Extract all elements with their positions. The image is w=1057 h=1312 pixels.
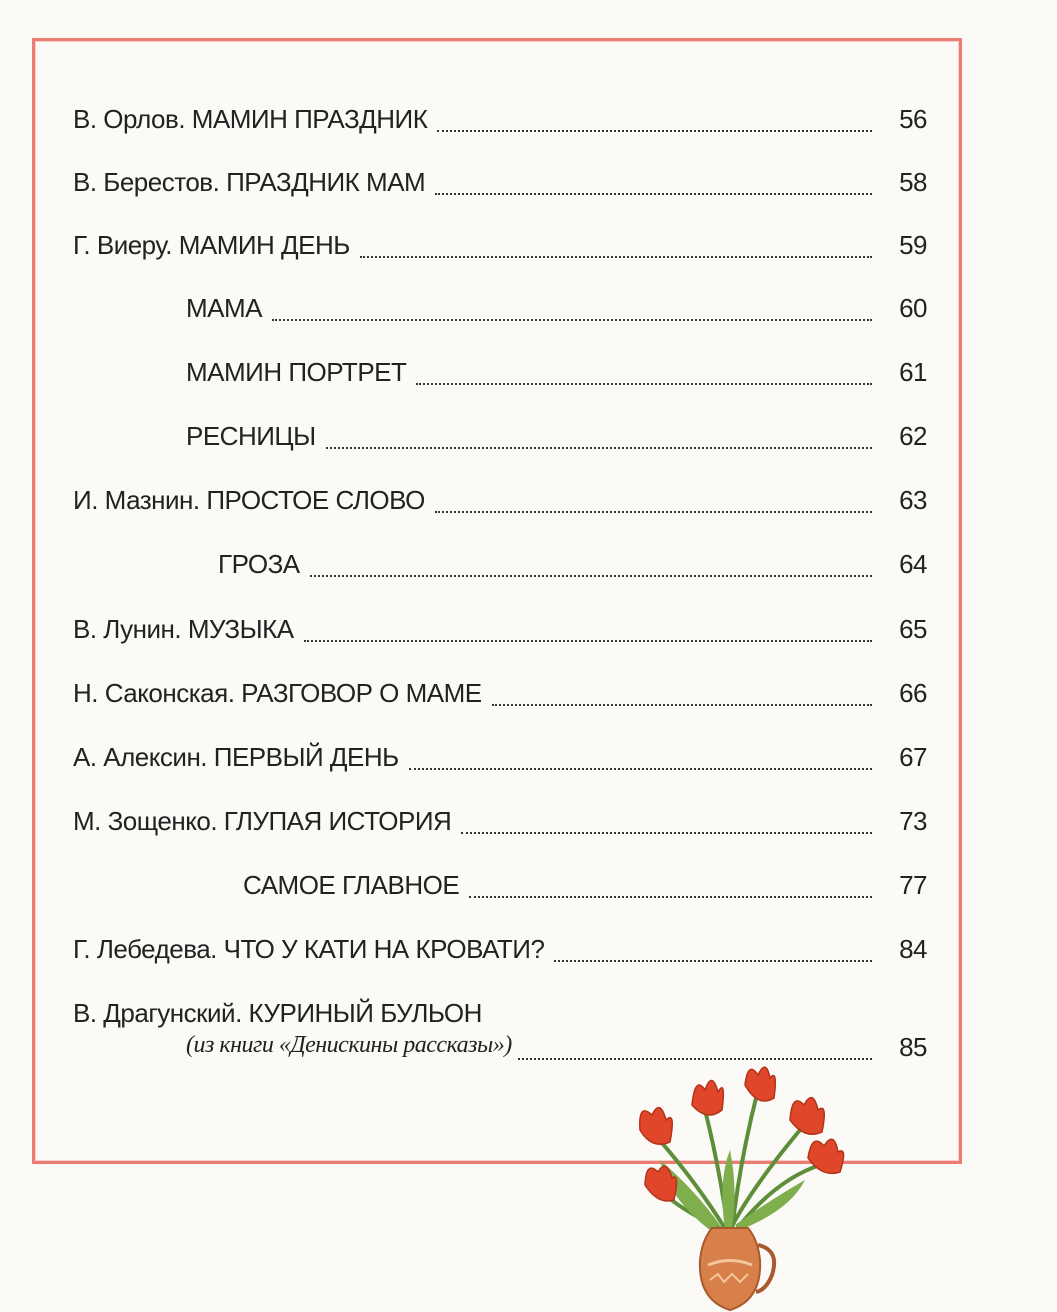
toc-page-number: 84 — [876, 934, 927, 965]
toc-entry[interactable] — [0, 614, 1057, 654]
toc-entry[interactable] — [0, 549, 1057, 589]
toc-leader — [554, 960, 872, 962]
toc-title: И. Мазнин. ПРОСТОЕ СЛОВО — [73, 485, 429, 516]
toc-title: А. Алексин. ПЕРВЫЙ ДЕНЬ — [73, 742, 403, 773]
toc-leader — [326, 447, 872, 449]
toc-title: ГРОЗА — [218, 549, 304, 580]
toc-entry[interactable] — [0, 167, 1057, 207]
toc-entry[interactable] — [0, 293, 1057, 333]
toc-entry[interactable] — [0, 870, 1057, 910]
toc-leader — [435, 511, 872, 513]
toc-page-number: 62 — [876, 421, 927, 452]
toc-leader — [272, 319, 872, 321]
toc-page-number: 67 — [876, 742, 927, 773]
toc-entry[interactable] — [0, 998, 1057, 1073]
toc-leader — [461, 832, 872, 834]
toc-page-number: 77 — [876, 870, 927, 901]
toc-entry[interactable] — [0, 934, 1057, 974]
toc-title: Г. Лебедева. ЧТО У КАТИ НА КРОВАТИ? — [73, 934, 548, 965]
toc-page-number: 58 — [876, 167, 927, 198]
toc-page-number: 73 — [876, 806, 927, 837]
toc-leader — [437, 130, 872, 132]
toc-title: Г. Виеру. МАМИН ДЕНЬ — [73, 230, 354, 261]
toc-page-number: 59 — [876, 230, 927, 261]
toc-leader — [360, 256, 872, 258]
toc-leader — [469, 896, 872, 898]
toc-leader — [304, 640, 872, 642]
toc-title: МАМИН ПОРТРЕТ — [186, 357, 410, 388]
toc-title: МАМА — [186, 293, 266, 324]
toc-entry[interactable] — [0, 678, 1057, 718]
tulip-vase-illustration — [600, 1060, 860, 1312]
toc-title: В. Орлов. МАМИН ПРАЗДНИК — [73, 104, 431, 135]
toc-title: Н. Саконская. РАЗГОВОР О МАМЕ — [73, 678, 486, 709]
toc-page-number: 66 — [876, 678, 927, 709]
toc-title: САМОЕ ГЛАВНОЕ — [243, 870, 463, 901]
toc-leader — [492, 704, 872, 706]
toc-page-number: 56 — [876, 104, 927, 135]
toc-page-number: 64 — [876, 549, 927, 580]
toc-entry[interactable] — [0, 806, 1057, 846]
toc-title: В. Берестов. ПРАЗДНИК МАМ — [73, 167, 429, 198]
toc-entry[interactable] — [0, 104, 1057, 144]
toc-leader — [409, 768, 872, 770]
toc-page-number: 63 — [876, 485, 927, 516]
toc-title: М. Зощенко. ГЛУПАЯ ИСТОРИЯ — [73, 806, 455, 837]
toc-entry[interactable] — [0, 230, 1057, 270]
toc-title: В. Драгунский. КУРИНЫЙ БУЛЬОН — [73, 998, 486, 1029]
toc-leader — [416, 383, 872, 385]
toc-entry[interactable] — [0, 485, 1057, 525]
toc-entry[interactable] — [0, 742, 1057, 782]
toc-page-number: 61 — [876, 357, 927, 388]
toc-subtitle: (из книги «Денискины рассказы») — [186, 1032, 512, 1058]
toc-leader — [435, 193, 872, 195]
toc-title: В. Лунин. МУЗЫКА — [73, 614, 298, 645]
toc-page-number: 65 — [876, 614, 927, 645]
toc-entry[interactable] — [0, 421, 1057, 461]
toc-page-number: 85 — [876, 1032, 927, 1063]
toc-entry[interactable] — [0, 357, 1057, 397]
toc-page-number: 60 — [876, 293, 927, 324]
toc-title: РЕСНИЦЫ — [186, 421, 320, 452]
toc-leader — [310, 575, 872, 577]
